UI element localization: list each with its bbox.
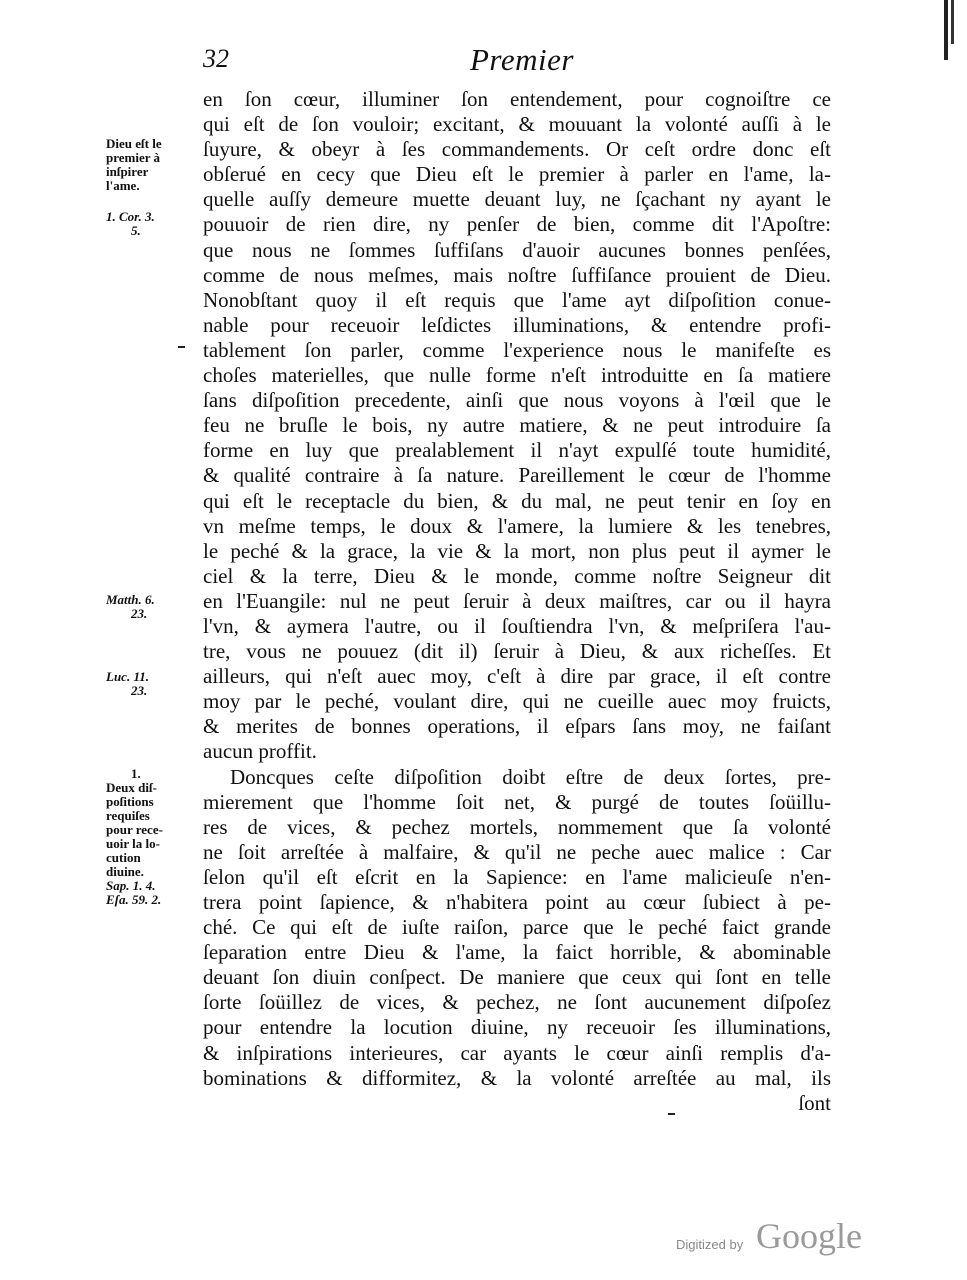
margin-note [106, 137, 201, 193]
text-line: forme en luy que prealablement il n'ayt expulſé toute humidité, [203, 438, 831, 463]
margin-note-line: uoir la lo- [106, 837, 160, 851]
text-line: & inſpirations interieures, car ayants le cœur ainſi remplis d'a- [203, 1040, 831, 1065]
margin-note-line: diuine. [106, 865, 144, 879]
text-line: l'vn, & aymera l'autre, ou il ſouſtiendra l'vn, & meſpriſera l'au- [203, 613, 831, 638]
text-line: le peché & la grace, la vie & la mort, non plus peut il aymer le [203, 538, 831, 563]
margin-ref-line: 23. [131, 607, 148, 621]
margin-reference [106, 210, 201, 238]
margin-ref-line: Sap. 1. 4. [106, 879, 156, 893]
text-line: & qualité contraire à ſa nature. Pareillement le cœur de l'homme [203, 463, 831, 488]
margin-ref-line: Luc. 11. [106, 670, 149, 684]
margin-ref-line: 5. [131, 224, 141, 238]
text-line: nable pour receuoir leſdictes illuminations, & entendre profi- [203, 312, 831, 337]
margin-ref-line: 1. Cor. 3. [106, 210, 155, 224]
text-line: ſans diſpoſition precedente, ainſi que nous voyons à l'œil que le [203, 388, 831, 413]
catchword: ſont [798, 1090, 831, 1115]
margin-note-line: requiſes [106, 809, 150, 823]
margin-note [106, 767, 201, 907]
print-mark [668, 1113, 675, 1115]
margin-note-number: 1. [131, 767, 141, 781]
margin-note-line: poſitions [106, 795, 154, 809]
text-line: bominations & difformitez, & la volonté arreſtée au mal, ils [203, 1065, 831, 1090]
text-line: deuant ſon diuin conſpect. De maniere que ceux qui ſont en telle [203, 965, 831, 990]
text-line: res de vices, & pechez mortels, nommement que ſa volonté [203, 814, 831, 839]
text-line: & merites de bonnes operations, il eſpars ſans moy, ne faiſant [203, 714, 831, 739]
text-line: tre, vous ne pouuez (dit il) ſeruir à Dieu, & aux richeſſes. Et [203, 639, 831, 664]
page-edge-mark [944, 0, 948, 60]
text-line: qui eſt de ſon vouloir; excitant, & mouuant la volonté auſſi à le [203, 112, 831, 137]
page-edge-mark [951, 0, 954, 44]
watermark-logo: Google [756, 1216, 862, 1256]
text-line: mierement que l'homme ſoit net, & purgé de toutes ſoüillu- [203, 789, 831, 814]
text-line: Doncques ceſte diſpoſition doibt eſtre de deux ſortes, pre- [230, 764, 831, 789]
margin-reference [106, 593, 201, 621]
margin-note-line: premier à [106, 151, 161, 165]
text-line: pouuoir de rien dire, ny penſer de bien, comme dit l'Apoſtre: [203, 212, 831, 237]
text-line: pour entendre la locution diuine, ny receuoir ſes illuminations, [203, 1015, 831, 1040]
margin-ref-line: Matth. 6. [106, 593, 155, 607]
text-line: en ſon cœur, illuminer ſon entendement, pour cognoiſtre ce [203, 87, 831, 111]
text-line: aucun proffit. [203, 739, 317, 764]
margin-reference [106, 670, 201, 698]
text-line: tablement ſon parler, comme l'experience nous le manifeſte es [203, 337, 831, 362]
text-line: Nonobſtant quoy il eſt requis que l'ame ayt diſpoſition conue- [203, 287, 831, 312]
text-line: vn meſme temps, le doux & l'amere, la lumiere & les tenebres, [203, 513, 831, 538]
watermark-prefix: Digitized by [676, 1237, 744, 1252]
page-number: 32 [203, 44, 229, 73]
text-line: comme de nous meſmes, mais noſtre ſuffiſance prouient de Dieu. [203, 262, 831, 287]
margin-note-line: Deux diſ- [106, 781, 157, 795]
text-line: ſorte ſoüillez de vices, & pechez, ne ſont aucunement diſpoſez [203, 990, 831, 1015]
margin-ref-line: 23. [131, 684, 148, 698]
text-line: en l'Euangile: nul ne peut ſeruir à deux maiſtres, car ou il hayra [203, 588, 831, 613]
text-line: feu ne bruſle le bois, ny autre matiere, & ne peut introduire ſa [203, 413, 831, 438]
text-line: moy par le peché, voulant dire, qui ne cueille auec moy fruicts, [203, 689, 831, 714]
text-line: ſelon qu'il eſt eſcrit en la Sapience: en l'ame malicieuſe n'en- [203, 864, 831, 889]
text-line: ſeparation entre Dieu & l'ame, la faict horrible, & abominable [203, 940, 831, 965]
text-line: trera point ſapience, & n'habitera point au cœur ſubiect à pe- [203, 890, 831, 914]
text-line: ciel & la terre, Dieu & le monde, comme noſtre Seigneur dit [203, 563, 831, 588]
text-line: obſerué en cecy que Dieu eſt le premier à parler en l'ame, la- [203, 162, 831, 187]
margin-note-line: Dieu eſt le [106, 137, 162, 151]
main-text [203, 87, 831, 1116]
running-title: Premier [470, 42, 574, 77]
margin-note-line: pour rece- [106, 823, 163, 837]
text-line: ché. Ce qui eſt de iuſte raiſon, parce que le peché faict grande [203, 915, 831, 940]
text-line: ſuyure, & obeyr à ſes commandements. Or ceſt ordre donc eſt [203, 137, 831, 162]
text-line: quelle auſſy demeure muette deuant luy, ne ſçachant ny ayant le [203, 187, 831, 212]
text-line: ne ſoit arreſtée à malfaire, & qu'il ne peche auec malice : Car [203, 839, 831, 864]
margin-note-line: l'ame. [106, 179, 140, 193]
print-mark [178, 346, 185, 348]
margin-note-line: cution [106, 851, 141, 865]
text-line: ailleurs, qui n'eſt auec moy, c'eſt à dire par grace, il eſt contre [203, 664, 831, 689]
text-line: qui eſt le receptacle du bien, & du mal, ne peut tenir en ſoy en [203, 488, 831, 513]
margin-ref-line: Eſa. 59. 2. [106, 893, 162, 907]
margin-note-line: inſpirer [106, 165, 149, 179]
text-line: choſes materielles, que nulle forme n'eſt introduitte en ſa matiere [203, 363, 831, 388]
text-line: que nous ne ſommes ſuffiſans d'auoir aucunes bonnes penſées, [203, 237, 831, 262]
